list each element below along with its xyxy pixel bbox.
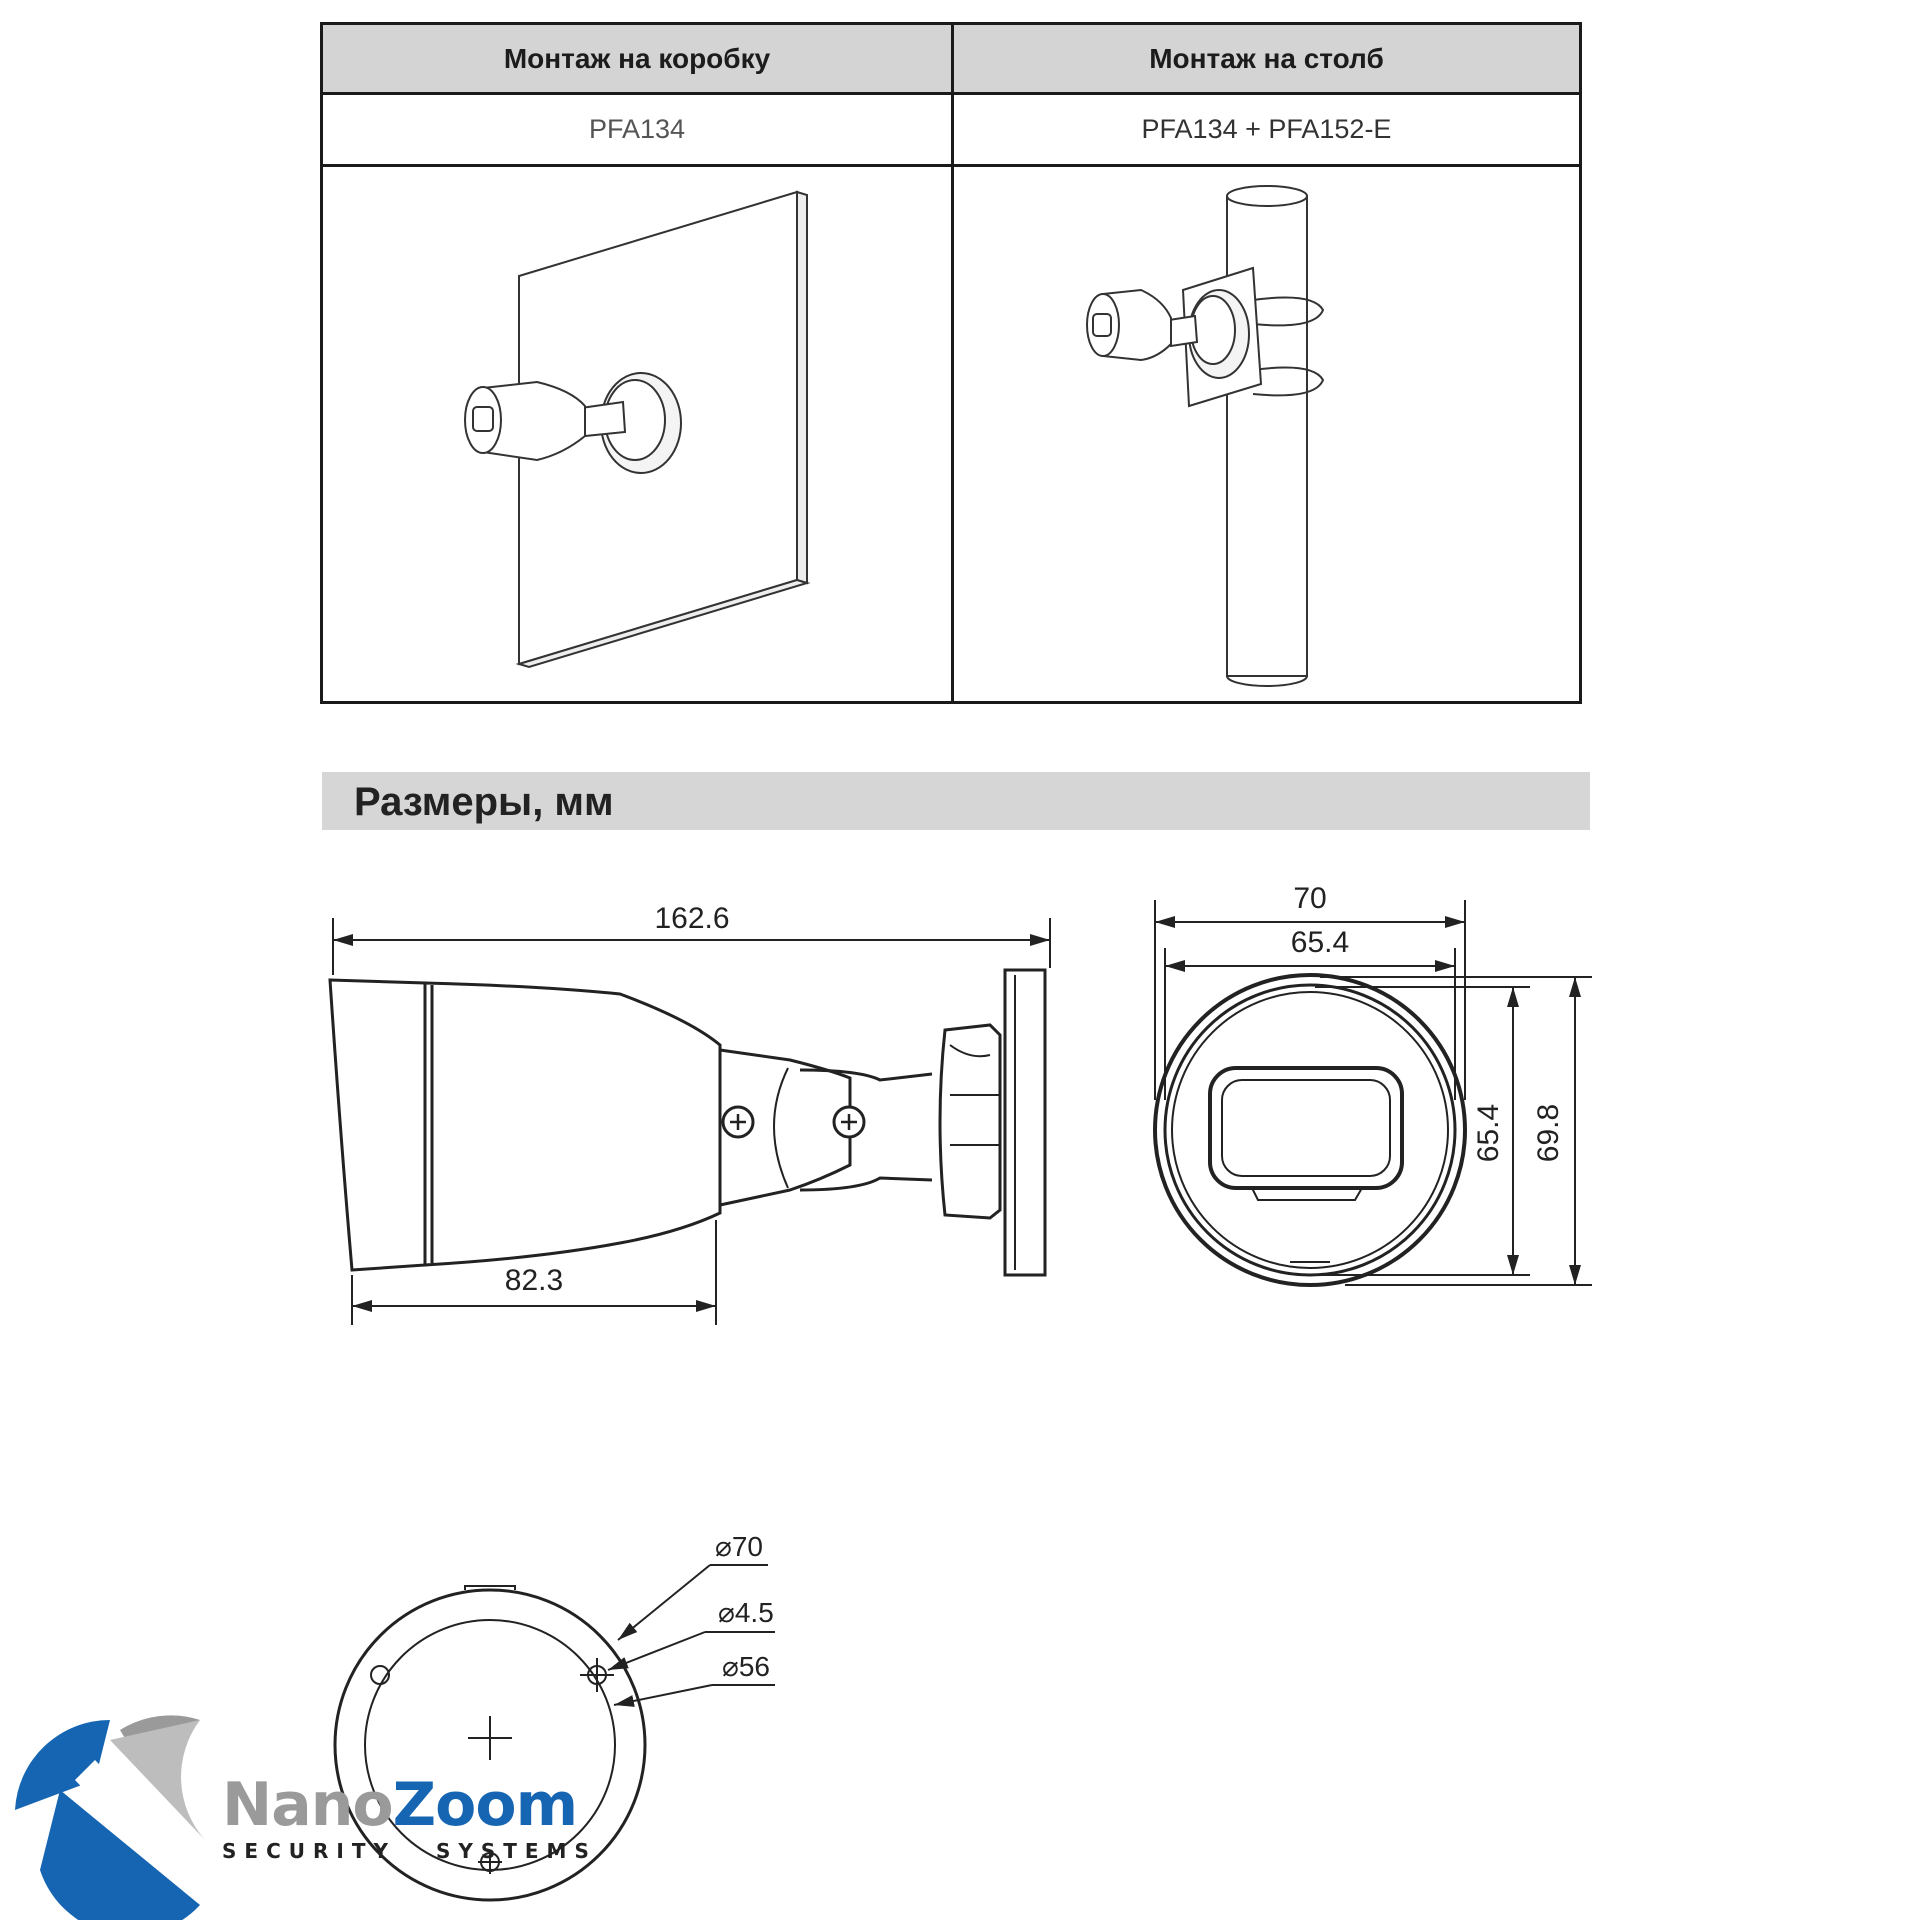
logo-tagline-security: SECURITY — [222, 1839, 396, 1863]
front-view-drawing — [1155, 975, 1465, 1285]
logo-tagline-systems: SYSTEMS — [435, 1839, 597, 1863]
dim-inner-width: 65.4 — [1290, 926, 1350, 959]
section-title: Размеры, мм — [354, 780, 614, 824]
logo-word-nano: Nano — [222, 1770, 393, 1840]
logo-wordmark — [222, 1770, 578, 1840]
dim-outer-width: 70 — [1293, 882, 1327, 915]
dim-outer-height: 69.8 — [1532, 1103, 1565, 1163]
nanozoom-logo-mark — [15, 1715, 205, 1920]
dim-base-circle: ⌀56 — [722, 1651, 771, 1682]
code-pole-mount: PFA134 + PFA152-E — [1141, 114, 1392, 144]
dim-base-outer: ⌀70 — [715, 1531, 764, 1562]
logo-tagline — [222, 1841, 597, 1861]
dim-total-length: 162.6 — [654, 902, 730, 935]
header-box-mount: Монтаж на коробку — [503, 42, 771, 74]
header-pole-mount: Монтаж на столб — [1149, 42, 1384, 74]
dim-base-hole: ⌀4.5 — [718, 1597, 774, 1628]
side-view-drawing — [330, 970, 1045, 1275]
code-box-mount: PFA134 — [588, 114, 686, 144]
dim-body-length: 82.3 — [504, 1264, 564, 1297]
dim-inner-height: 65.4 — [1472, 1103, 1505, 1163]
logo-word-zoom: Zoom — [392, 1770, 578, 1840]
